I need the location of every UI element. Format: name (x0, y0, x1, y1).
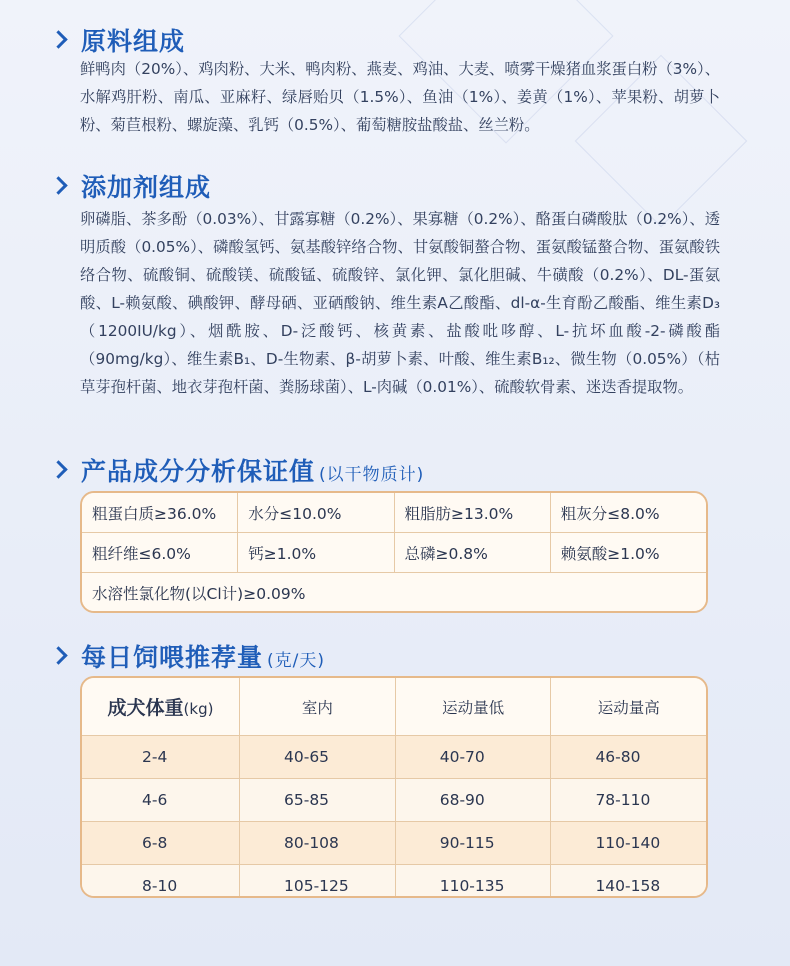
feeding-title-text: 每日饲喂推荐量 (81, 643, 264, 672)
ingredients-text: 鲜鸭肉（20%）、鸡肉粉、大米、鸭肉粉、燕麦、鸡油、大麦、喷雾干燥猪血浆蛋白粉（3%）、水解鸡肝粉、南瓜、亚麻籽、绿唇贻贝（1.5%）、鱼油（1%）、姜黄（1%）、苹果粉、胡萝卜粉、菊苣根粉、螺旋藻、乳钙（0.5%）、葡萄糖胺盐酸盐、丝兰粉。 (80, 60, 720, 134)
weight-cell: 2-4 (82, 736, 240, 779)
analysis-title-suffix: (以干物质计) (319, 465, 425, 485)
high-cell: 46-80 (551, 736, 706, 779)
analysis-row (82, 533, 706, 573)
low-cell: 110-135 (395, 865, 551, 899)
header-weight-label: 成犬体重 (107, 697, 184, 719)
feeding-table (80, 676, 708, 898)
table-row (82, 779, 706, 822)
feeding-grid (82, 678, 706, 898)
low-cell: 40-70 (395, 736, 551, 779)
feeding-title-suffix: (克/天) (267, 651, 326, 671)
weight-cell: 8-10 (82, 865, 240, 899)
analysis-title (52, 452, 424, 488)
high-cell: 78-110 (551, 779, 706, 822)
chevron-right-icon (49, 460, 67, 478)
table-row (82, 736, 706, 779)
high-cell: 110-140 (551, 822, 706, 865)
chevron-right-icon (49, 176, 67, 194)
analysis-cell: 总磷≥0.8% (395, 533, 551, 572)
analysis-cell: 钙≥1.0% (238, 533, 394, 572)
weight-cell: 4-6 (82, 779, 240, 822)
chevron-right-icon (49, 646, 67, 664)
indoor-cell: 105-125 (240, 865, 396, 899)
analysis-cell-full: 水溶性氯化物(以Cl计)≥0.09% (82, 573, 706, 613)
feeding-header-row (82, 678, 706, 736)
low-cell: 90-115 (395, 822, 551, 865)
indoor-cell: 65-85 (240, 779, 396, 822)
header-high: 运动量高 (551, 678, 706, 736)
analysis-title-text: 产品成分分析保证值 (81, 457, 316, 486)
high-cell: 140-158 (551, 865, 706, 899)
analysis-cell: 水分≤10.0% (238, 493, 394, 532)
additives-title (52, 168, 211, 204)
analysis-cell: 粗脂肪≥13.0% (395, 493, 551, 532)
analysis-row (82, 493, 706, 533)
analysis-cell: 粗纤维≤6.0% (82, 533, 238, 572)
analysis-cell: 赖氨酸≥1.0% (551, 533, 706, 572)
table-row (82, 822, 706, 865)
indoor-cell: 80-108 (240, 822, 396, 865)
ingredients-title-text: 原料组成 (81, 27, 186, 56)
header-low: 运动量低 (395, 678, 551, 736)
weight-cell: 6-8 (82, 822, 240, 865)
indoor-cell: 40-65 (240, 736, 396, 779)
analysis-row (82, 573, 706, 613)
analysis-cell: 粗灰分≤8.0% (551, 493, 706, 532)
table-row (82, 865, 706, 899)
additives-title-text: 添加剂组成 (81, 173, 212, 202)
additives-text: 卵磷脂、茶多酚（0.03%）、甘露寡糖（0.2%）、果寡糖（0.2%）、酪蛋白磷酸肽（0.2%）、透明质酸（0.05%）、磷酸氢钙、氨基酸锌络合物、甘氨酸铜螯合物、蛋氨酸锰螯合物、蛋氨酸铁络合物、硫酸铜、硫酸镁、硫酸锰、硫酸锌、氯化钾、氯化胆碱、牛磺酸（0.2%）、DL-蛋氨酸、L-赖氨酸、碘酸钾、酵母硒、亚硒酸钠、维生素A乙酸酯、dl-α-生育酚乙酸酯、维生素D₃（1200IU/kg）、烟酰胺、D-泛酸钙、核黄素、盐酸吡哆醇、L-抗坏血酸-2-磷酸酯（90mg/kg）、维生素B₁、D-生物素、β-胡萝卜素、叶酸、维生素B₁₂、微生物（0.05%）（枯草芽孢杆菌、地衣芽孢杆菌、粪肠球菌）、L-肉碱（0.01%）、硫酸软骨素、迷迭香提取物。 (80, 210, 720, 396)
low-cell: 68-90 (395, 779, 551, 822)
header-weight (82, 678, 240, 736)
header-weight-unit: (kg) (183, 700, 214, 718)
analysis-table (80, 491, 708, 613)
feeding-title (52, 638, 325, 674)
ingredients-title (52, 22, 185, 58)
analysis-cell: 粗蛋白质≥36.0% (82, 493, 238, 532)
header-indoor: 室内 (240, 678, 396, 736)
chevron-right-icon (49, 30, 67, 48)
